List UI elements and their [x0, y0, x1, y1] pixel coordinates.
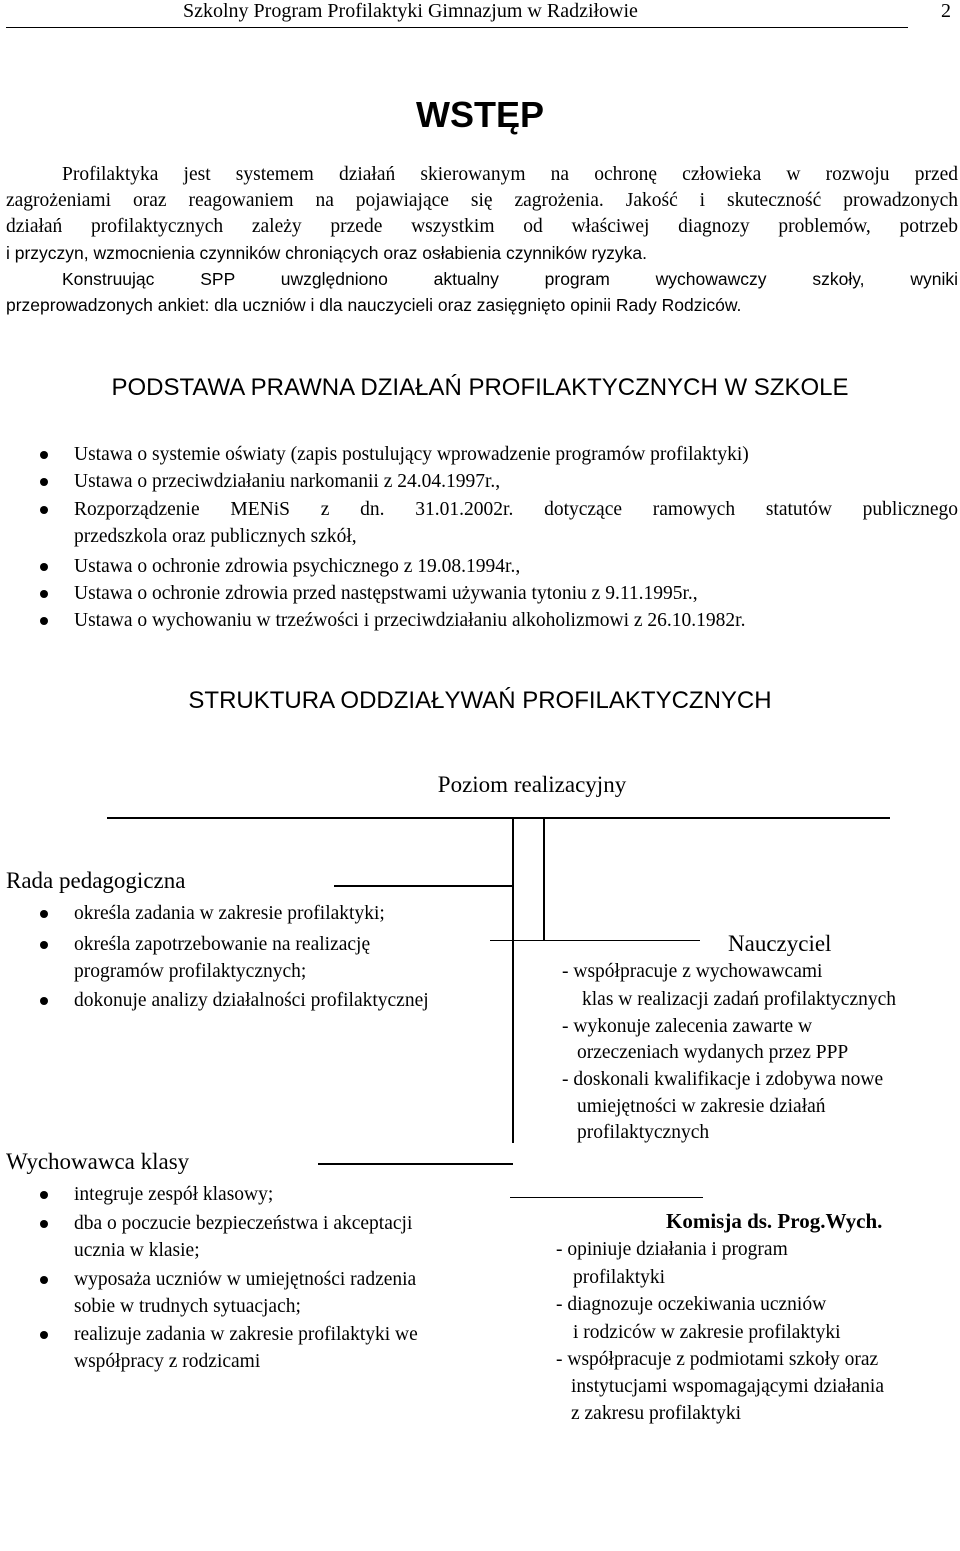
legal-list-item: Ustawa o ochronie zdrowia przed następstwami używania tytoniu z 9.11.1995r., — [74, 583, 698, 604]
bullet-icon — [40, 910, 48, 918]
nauczyciel-line: profilaktycznych — [577, 1122, 710, 1143]
legal-list-item: Ustawa o wychowaniu w trzeźwości i przeciwdziałaniu alkoholizmowi z 26.10.1982r. — [74, 610, 746, 631]
legal-list-item: Ustawa o systemie oświaty (zapis postulujący wprowadzenie programów profilaktyki) — [74, 444, 749, 465]
diagram-wychowawca-connector — [318, 1163, 513, 1165]
bullet-icon — [40, 1276, 48, 1284]
bullet-icon — [40, 451, 48, 459]
wychowawca-klasy-title: Wychowawca klasy — [6, 1149, 190, 1174]
legal-list-item: Ustawa o ochronie zdrowia psychicznego z 19.08.1994r., — [74, 556, 521, 577]
section-heading-structure: STRUKTURA ODDZIAŁYWAŃ PROFILAKTYCZNYCH — [188, 687, 772, 714]
bullet-icon — [40, 997, 48, 1005]
diagram-top-rule — [107, 817, 890, 819]
wychowawca-item: integruje zespół klasowy; — [74, 1184, 274, 1205]
nauczyciel-line: - doskonali kwalifikacje i zdobywa nowe — [562, 1069, 884, 1090]
intro-line: Profilaktyka jest systemem działań skierowanym na ochronę człowieka w rozwoju przed — [62, 164, 958, 185]
bullet-icon — [40, 1191, 48, 1199]
rada-item: określa zadania w zakresie profilaktyki; — [74, 903, 385, 924]
nauczyciel-line: klas w realizacji zadań profilaktycznych — [582, 989, 897, 1010]
bullet-icon — [40, 590, 48, 598]
nauczyciel-line: - wykonuje zalecenia zawarte w — [562, 1016, 813, 1037]
diagram-nauczyciel-line — [490, 940, 700, 941]
wychowawca-item: wyposaża uczniów w umiejętności radzenia sobie w trudnych sytuacjach; — [74, 1269, 417, 1317]
komisja-line: - współpracuje z podmiotami szkoły oraz — [556, 1349, 879, 1370]
diagram-komisja-line — [510, 1197, 703, 1198]
section-heading-legal: PODSTAWA PRAWNA DZIAŁAŃ PROFILAKTYCZNYCH W SZKOLE — [111, 374, 849, 401]
rada-item: dokonuje analizy działalności profilaktycznej — [74, 990, 429, 1011]
legal-list-item: Ustawa o przeciwdziałaniu narkomanii z 24.04.1997r., — [74, 471, 501, 492]
legal-list-item: Rozporządzenie MENiS z dn. 31.01.2002r. dotyczące ramowych statutów publicznego przedszkola oraz publicznych szkół, — [74, 499, 958, 547]
nauczyciel-line: - współpracuje z wychowawcami — [562, 961, 823, 982]
bullet-icon — [40, 478, 48, 486]
rada-item: określa zapotrzebowanie na realizację programów profilaktycznych; — [74, 934, 371, 982]
komisja-line: profilaktyki — [573, 1267, 666, 1288]
komisja-line: instytucjami wspomagającymi działania — [571, 1376, 884, 1397]
komisja-line: i rodziców w zakresie profilaktyki — [573, 1322, 841, 1343]
komisja-line: z zakresu profilaktyki — [571, 1403, 742, 1424]
running-header-title: Szkolny Program Profilaktyki Gimnazjum w Radziłowie — [183, 0, 638, 22]
rada-pedagogiczna-title: Rada pedagogiczna — [6, 868, 186, 893]
nauczyciel-line: umiejętności w zakresie działań — [577, 1096, 826, 1117]
bullet-icon — [40, 1220, 48, 1228]
intro-line: działań profilaktycznych zależy przede wszystkim od właściwej diagnozy problemów, potrzeb — [6, 216, 958, 237]
diagram-left-vertical — [512, 818, 514, 1143]
wychowawca-item: realizuje zadania w zakresie profilaktyki we współpracy z rodzicami — [74, 1324, 418, 1372]
intro-line: zagrożeniami oraz reagowaniem na pojawiające się zagrożenia. Jakość i skuteczność prowadzonych — [6, 190, 958, 211]
komisja-title: Komisja ds. Prog.Wych. — [666, 1209, 883, 1233]
section-heading-intro: WSTĘP — [415, 94, 544, 135]
intro-line: przeprowadzonych ankiet: dla uczniów i dla nauczycieli oraz zasięgnięto opinii Rady Rodziców. — [6, 295, 742, 315]
bullet-icon — [40, 941, 48, 949]
bullet-icon — [40, 506, 48, 514]
intro-line: Konstruując SPP uwzględniono aktualny program wychowawczy szkoły, wyniki — [62, 269, 958, 289]
bullet-icon — [40, 1331, 48, 1339]
komisja-line: - opiniuje działania i program — [556, 1239, 788, 1260]
diagram-rada-connector — [334, 885, 512, 887]
page-number: 2 — [941, 0, 951, 22]
bullet-icon — [40, 617, 48, 625]
diagram-nauczyciel-connector — [543, 818, 545, 940]
intro-line: i przyczyn, wzmocnienia czynników chroniących oraz osłabienia czynników ryzyka. — [6, 243, 647, 263]
bullet-icon — [40, 563, 48, 571]
header-rule — [6, 27, 908, 28]
wychowawca-item: dba o poczucie bezpieczeństwa i akceptacji ucznia w klasie; — [74, 1213, 413, 1261]
intro-paragraph — [6, 162, 958, 318]
komisja-line: - diagnozuje oczekiwania uczniów — [556, 1294, 827, 1315]
nauczyciel-title: Nauczyciel — [728, 931, 832, 956]
nauczyciel-line: orzeczeniach wydanych przez PPP — [577, 1042, 849, 1063]
level-label: Poziom realizacyjny — [437, 772, 627, 797]
